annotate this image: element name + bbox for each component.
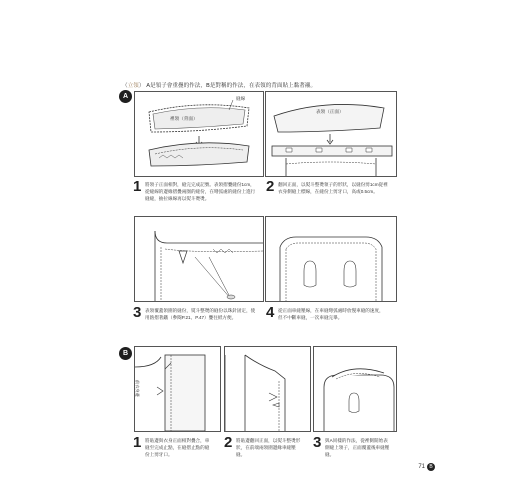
collar-turned-drawing [266,92,396,176]
facing-turned-drawing [225,347,310,431]
section-title-text: A是領子會重疊的作法，B是對稱的作法，在表領的背面貼上黏著襯。 [146,83,317,89]
step-text-line: 但不中斷車縫，一次車縫完畢。 [278,315,343,320]
step-number: 3 [313,434,322,451]
illustration-a1 [134,91,264,177]
step-text-line: 縫至完成止點，在縫摺止點的縫 [145,445,210,450]
step-number: 1 [133,434,142,451]
back-collar-label: 裡領（背面） [170,117,198,122]
collar-attach-drawing [314,347,396,431]
illustration-b3 [313,346,397,432]
step-text-line: 從縫線的邊緣摺疊兩圈的縫份，在彎弧處的縫份上進行 [145,189,256,194]
step-text-line: 從正面車縫壓線，在車縫彎弧處時放慢車縫的速度， [278,308,384,313]
step-text-line: 份上剪牙口。 [145,452,173,457]
step-text-line: 狀，在前端兩領圍邊緣車縫壓 [236,445,296,450]
step-b2 [224,434,310,465]
illustration-a4 [265,216,397,302]
step-text-line: 將貼邊與衣身正面相對疊合，車 [145,438,210,443]
page-number [418,463,435,471]
step-text-line: 縫。 [325,452,335,457]
step-number: 4 [266,304,275,321]
step-text-line: 翻回正面，以熨斗整燙領子的形狀，以縫份剪1cm從裡 [278,182,388,187]
illustration-b2 [224,346,311,432]
section-a-badge: A [119,90,132,103]
step-text-line: 用熱摺著鐵（參閱P.21、P.47）疊往紙方便。 [145,315,237,320]
step-number: 1 [133,178,142,195]
step-text-line: 表領覆蓋領圍的縫份，熨斗整燙的縫份以珠針固定，使 [145,308,256,313]
section-b-badge: B [119,347,132,360]
collar-pinning-drawing [135,217,263,301]
step-text-line: 衣身側縫上標線，在縫份上剪牙口，高或0.5cm。 [278,189,378,194]
section-title [122,81,316,89]
step-a3 [133,304,261,327]
facing-sewing-drawing [135,347,220,431]
front-edge-label: 前衣身邊 [135,380,140,397]
front-collar-label: 表領（正面） [316,110,344,115]
illustration-b1 [134,346,221,432]
step-text-line: 將領子正面相對，縫完完成記號。表領摺疊縫份1cm， [145,182,255,187]
seam-label: 縫線 [236,97,246,102]
topstitch-drawing [266,217,396,301]
page-number-badge: B [427,463,435,471]
step-a2 [266,178,396,205]
collar-sewing-drawing [135,92,263,176]
step-text-line: 縫縫，抽拉線線再以熨斗燙燙。 [145,196,210,201]
step-text-line: 縫。 [236,452,246,457]
step-b3 [313,434,399,465]
step-number: 2 [224,434,233,451]
step-text-line: 與A同樣的作法，從裡側開始表 [325,438,388,443]
illustration-a3 [134,216,264,302]
page-number-value: 71 [418,464,425,470]
step-a4 [266,304,396,327]
step-number: 3 [133,304,142,321]
section-tag: （立領） [122,83,145,89]
step-number: 2 [266,178,275,195]
illustration-a2 [265,91,397,177]
step-b1 [133,434,219,465]
step-text-line: 將貼邊翻回正面，以熨斗整燙形 [236,438,301,443]
step-a1 [133,178,261,205]
step-text-line: 側縫上領子，正面覆蓋後車縫壓 [325,445,390,450]
